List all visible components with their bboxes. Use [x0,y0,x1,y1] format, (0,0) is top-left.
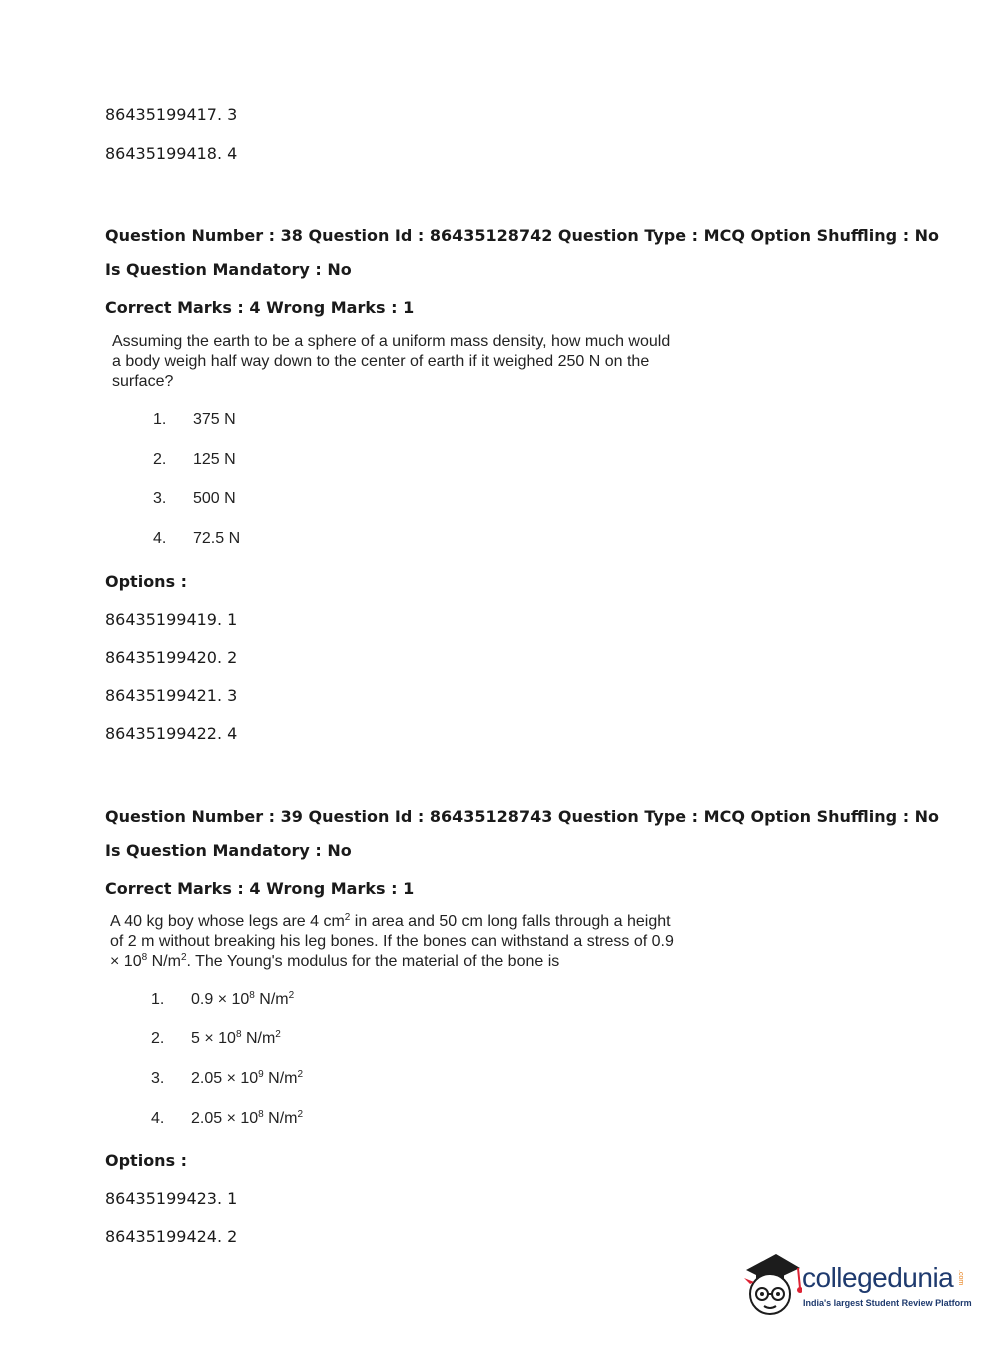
question-mandatory: Is Question Mandatory : No [105,260,352,279]
answer-choice [153,411,236,429]
answer-choice [153,490,236,508]
choice-label: 500 N [193,490,236,507]
question-text [110,912,720,972]
question-text-line: Assuming the earth to be a sphere of a uniform mass density, how much would [112,333,671,350]
choice-label: 72.5 N [193,530,241,547]
choice-exponent: 8 [235,1029,242,1040]
question-marks: Correct Marks : 4 Wrong Marks : 1 [105,298,415,317]
options-heading: Options : [105,572,188,591]
choice-number: 1. [153,411,167,428]
collegedunia-logo [740,1248,970,1322]
answer-choice [151,1030,281,1048]
answer-choice [153,530,240,548]
option-id-line: 86435199420. 2 [105,648,238,667]
answer-choice [151,1110,303,1128]
text-run: N/m [147,953,181,970]
choice-number: 2. [153,451,167,468]
superscript: 2 [344,912,351,923]
option-id-line: 86435199419. 1 [105,610,238,629]
mascot-icon [740,1248,802,1322]
answer-choice [151,991,294,1009]
superscript: 8 [141,952,148,963]
choice-number: 1. [151,991,165,1008]
question-text-line [110,912,720,932]
choice-unit-exponent: 2 [297,1069,304,1080]
choice-number: 4. [151,1110,165,1127]
choice-label: 125 N [193,451,236,468]
logo-tagline: India's largest Student Review Platform [803,1298,972,1308]
logo-wordmark: collegedunia [802,1262,954,1293]
choice-unit-exponent: 2 [275,1029,281,1040]
logo-domain-suffix: .com [957,1270,964,1286]
choice-unit: N/m [263,1070,298,1087]
choice-number: 3. [151,1070,165,1087]
choice-number: 4. [153,530,167,547]
question-header: Question Number : 39 Question Id : 86435128743 Question Type : MCQ Option Shuffling : No [105,807,940,826]
choice-unit: N/m [254,991,289,1008]
text-run: . The Young's modulus for the material of the bone is [186,953,560,970]
option-id-line: 86435199421. 3 [105,686,238,705]
question-text-line: a body weigh half way down to the center of earth if it weighed 250 N on the [112,353,650,370]
answer-choice [153,451,236,469]
text-run: × 10 [110,953,142,970]
answer-choice [151,1070,303,1088]
choice-unit: N/m [241,1030,276,1047]
choice-label: 375 N [193,411,236,428]
option-id-line: 86435199422. 4 [105,724,238,743]
choice-number: 3. [153,490,167,507]
choice-number: 2. [151,1030,165,1047]
choice-exponent: 8 [258,1109,264,1120]
choice-unit-exponent: 2 [288,990,295,1001]
choice-exponent: 9 [258,1069,264,1080]
choice-unit: N/m [263,1110,298,1127]
text-run: A 40 kg boy whose legs are 4 cm [110,913,345,930]
question-text [112,332,722,392]
question-text-line: of 2 m without breaking his leg bones. If the bones can withstand a stress of 0.9 [110,933,674,950]
question-text-line [110,952,720,972]
text-run: in area and 50 cm long falls through a height [350,913,671,930]
choice-base: 0.9 × 10 [191,991,250,1008]
choice-base: 2.05 × 10 [191,1070,259,1087]
choice-base: 5 × 10 [191,1030,236,1047]
option-id-line: 86435199417. 3 [105,105,238,124]
question-marks: Correct Marks : 4 Wrong Marks : 1 [105,879,415,898]
superscript: 2 [180,952,187,963]
choice-exponent: 8 [249,990,255,1001]
question-text-line: surface? [112,373,174,390]
option-id-line: 86435199418. 4 [105,144,238,163]
choice-base: 2.05 × 10 [191,1110,259,1127]
choice-unit-exponent: 2 [297,1109,304,1120]
question-mandatory: Is Question Mandatory : No [105,841,352,860]
question-header: Question Number : 38 Question Id : 86435128742 Question Type : MCQ Option Shuffling : No [105,226,940,245]
option-id-line: 86435199424. 2 [105,1227,238,1246]
options-heading: Options : [105,1151,188,1170]
option-id-line: 86435199423. 1 [105,1189,238,1208]
